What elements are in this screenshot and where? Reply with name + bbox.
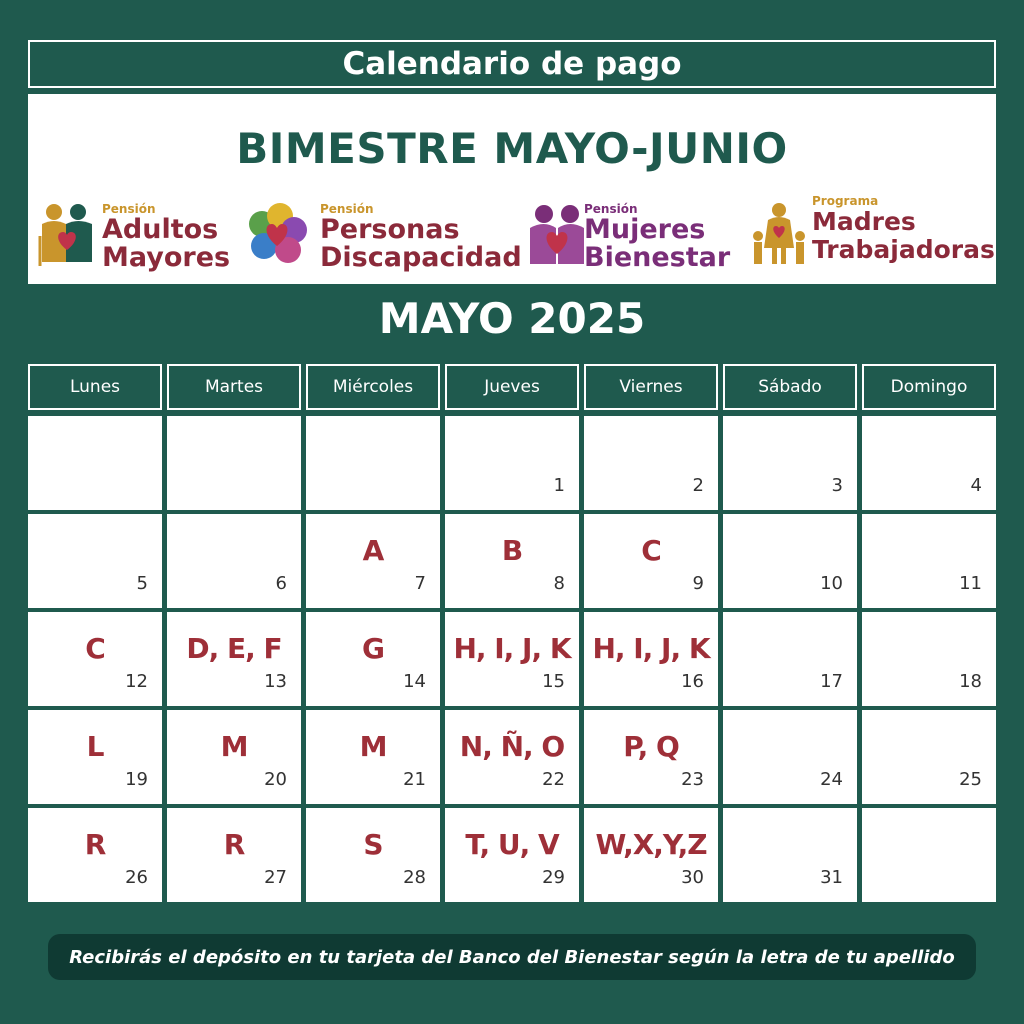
calendar-day-cell	[584, 808, 718, 902]
calendar-day-cell	[862, 514, 996, 608]
weekday-header: Domingo	[862, 364, 996, 410]
calendar-day-cell	[306, 612, 440, 706]
calendar-day-cell	[584, 612, 718, 706]
mother-children-icon	[748, 202, 810, 268]
program-prefix: Pensión	[102, 202, 156, 216]
calendar-day-cell	[306, 416, 440, 510]
surname-letters: M	[220, 730, 248, 763]
calendar-day-cell	[28, 514, 162, 608]
day-number: 13	[264, 671, 287, 692]
day-number: 30	[681, 867, 704, 888]
program-name-line2: Discapacidad	[320, 242, 522, 273]
calendar-title: Calendario de pago	[28, 40, 996, 88]
calendar-day-cell	[445, 612, 579, 706]
day-number: 7	[414, 573, 426, 594]
program-name-line2: Trabajadoras	[812, 235, 995, 264]
weekday-header: Miércoles	[306, 364, 440, 410]
surname-letters: R	[223, 828, 245, 861]
calendar-day-cell	[28, 416, 162, 510]
surname-letters: S	[363, 828, 383, 861]
surname-letters: B	[501, 534, 523, 567]
calendar-day-cell	[445, 514, 579, 608]
calendar-day-cell	[862, 416, 996, 510]
weekday-header: Viernes	[584, 364, 718, 410]
month-title: MAYO 2025	[378, 294, 646, 343]
program-mujeres-bienestar	[526, 194, 731, 278]
program-name-line1: Personas	[320, 214, 460, 245]
day-number: 25	[959, 769, 982, 790]
day-number: 12	[125, 671, 148, 692]
program-name-line1: Adultos	[102, 214, 219, 245]
day-number: 2	[692, 475, 704, 496]
calendar-day-cell	[306, 808, 440, 902]
calendar-day-cell	[584, 416, 718, 510]
day-number: 18	[959, 671, 982, 692]
surname-letters: N, Ñ, O	[459, 730, 565, 763]
program-prefix: Pensión	[584, 202, 638, 216]
day-number: 26	[125, 867, 148, 888]
day-number: 11	[959, 573, 982, 594]
day-number: 8	[553, 573, 565, 594]
calendar-day-cell	[167, 710, 301, 804]
disability-circles-heart-icon	[246, 202, 308, 268]
day-number: 17	[820, 671, 843, 692]
surname-letters: H, I, J, K	[453, 632, 571, 665]
program-name-line2: Mayores	[102, 242, 231, 273]
calendar-day-cell	[28, 710, 162, 804]
calendar-day-cell	[28, 808, 162, 902]
calendar-day-cell	[862, 808, 996, 902]
day-number: 9	[692, 573, 704, 594]
calendar-day-cell	[862, 612, 996, 706]
calendar-day-cell	[723, 514, 857, 608]
surname-letters: D, E, F	[186, 632, 282, 665]
program-banner	[28, 94, 996, 284]
calendar-day-cell	[167, 612, 301, 706]
calendar-day-cell	[445, 808, 579, 902]
calendar-day-cell	[167, 416, 301, 510]
elderly-couple-heart-icon	[36, 202, 98, 268]
surname-letters: R	[84, 828, 106, 861]
weekday-header: Sábado	[723, 364, 857, 410]
calendar-day-cell	[167, 514, 301, 608]
day-number: 28	[403, 867, 426, 888]
calendar-day-cell	[723, 612, 857, 706]
day-number: 23	[681, 769, 704, 790]
day-number: 19	[125, 769, 148, 790]
surname-letters: L	[86, 730, 104, 763]
calendar-day-cell	[584, 514, 718, 608]
footer-note: Recibirás el depósito en tu tarjeta del Banco del Bienestar según la letra de tu apellido	[48, 934, 976, 980]
surname-letters: H, I, J, K	[592, 632, 710, 665]
surname-letters: W,X,Y,Z	[595, 828, 707, 861]
program-name-line2: Bienestar	[584, 242, 731, 273]
day-number: 22	[542, 769, 565, 790]
day-number: 21	[403, 769, 426, 790]
day-number: 14	[403, 671, 426, 692]
day-number: 29	[542, 867, 565, 888]
calendar-day-cell	[723, 416, 857, 510]
calendar-day-cell	[167, 808, 301, 902]
surname-letters: P, Q	[623, 730, 679, 763]
calendar-day-cell	[723, 808, 857, 902]
day-number: 4	[970, 475, 982, 496]
program-name-line1: Madres	[812, 207, 916, 236]
calendar-day-cell	[862, 710, 996, 804]
day-number: 20	[264, 769, 287, 790]
day-number: 10	[820, 573, 843, 594]
day-number: 31	[820, 867, 843, 888]
day-number: 3	[831, 475, 843, 496]
day-number: 5	[136, 573, 148, 594]
calendar-day-cell	[306, 710, 440, 804]
weekday-header: Jueves	[445, 364, 579, 410]
surname-letters: T, U, V	[465, 828, 559, 861]
calendar-day-cell	[306, 514, 440, 608]
surname-letters: A	[362, 534, 384, 567]
program-prefix: Programa	[812, 194, 879, 208]
surname-letters: C	[641, 534, 661, 567]
program-prefix: Pensión	[320, 202, 374, 216]
day-number: 24	[820, 769, 843, 790]
day-number: 1	[553, 475, 565, 496]
calendar-day-cell	[28, 612, 162, 706]
day-number: 16	[681, 671, 704, 692]
weekday-header: Lunes	[28, 364, 162, 410]
surname-letters: G	[362, 632, 384, 665]
surname-letters: M	[359, 730, 387, 763]
calendar-day-cell	[584, 710, 718, 804]
women-heart-icon	[526, 202, 588, 268]
program-personas-discapacidad	[246, 194, 522, 278]
day-number: 6	[275, 573, 287, 594]
calendar-day-cell	[723, 710, 857, 804]
calendar-day-cell	[445, 710, 579, 804]
bimestre-heading: BIMESTRE MAYO-JUNIO	[236, 124, 788, 173]
calendar-day-cell	[445, 416, 579, 510]
weekday-header: Martes	[167, 364, 301, 410]
program-name-line1: Mujeres	[584, 214, 706, 245]
program-madres-trabajadoras	[748, 194, 995, 278]
surname-letters: C	[85, 632, 105, 665]
day-number: 15	[542, 671, 565, 692]
day-number: 27	[264, 867, 287, 888]
program-adultos-mayores	[36, 194, 236, 278]
